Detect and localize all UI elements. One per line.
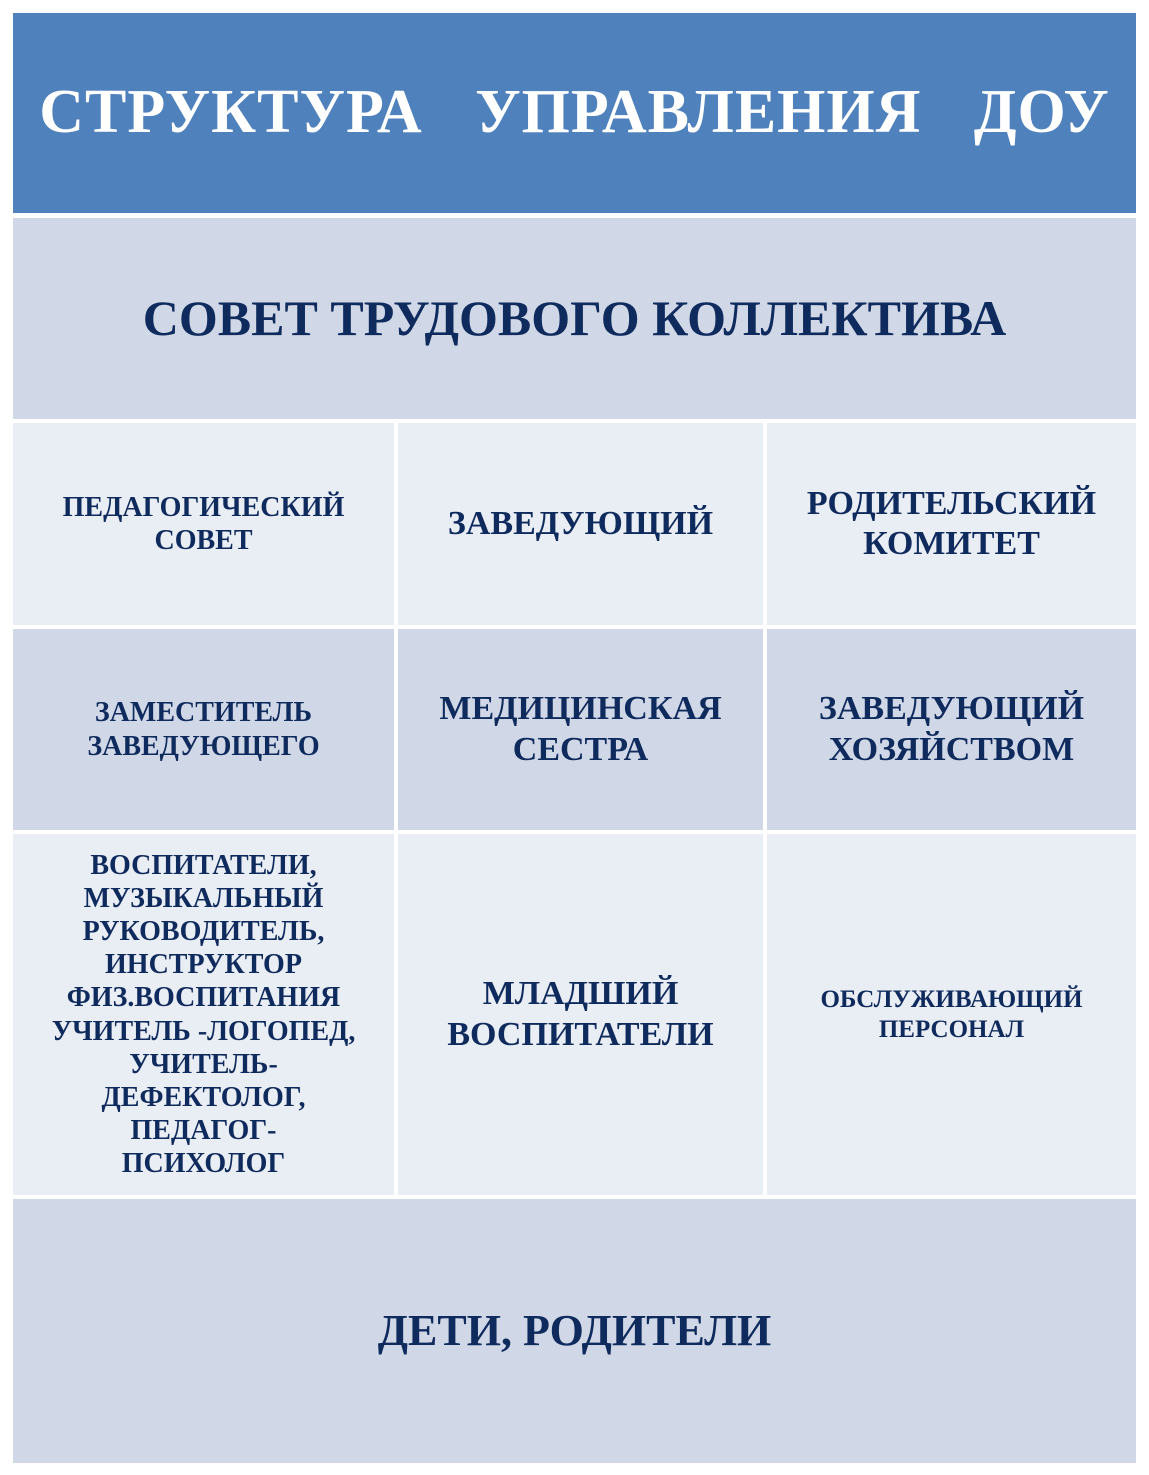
cell-teachers [13,834,394,1195]
cell-line: РУКОВОДИТЕЛЬ, [82,916,325,948]
council-row [13,218,1136,419]
cell-text [819,689,1084,769]
cell-text [52,849,356,1179]
cell-line: ИНСТРУКТОР [105,949,302,981]
cell-line: ЗАВЕДУЮЩЕГО [87,730,320,762]
cell-line: ДЕФЕКТОЛОГ, [101,1081,306,1113]
cell-line: МЕДИЦИНСКАЯ [439,690,722,728]
children-parents-label: ДЕТИ, РОДИТЕЛИ [377,1306,772,1356]
cell-line: КОМИТЕТ [863,525,1040,562]
cell-deputy-head [13,629,394,830]
council-label: СОВЕТ ТРУДОВОГО КОЛЛЕКТИВА [142,290,1007,346]
cell-junior-teachers [398,834,763,1195]
cell-line: СЕСТРА [512,730,649,768]
cell-service-staff [767,834,1136,1195]
cell-facilities-manager [767,629,1136,830]
page-title: СТРУКТУРА УПРАВЛЕНИЯ ДОУ [39,78,1110,147]
structure-table [13,13,1136,1463]
cell-line: ПСИХОЛОГ [121,1147,286,1179]
cell-line: УЧИТЕЛЬ- [129,1048,278,1080]
cell-line: МУЗЫКАЛЬНЫЙ [83,883,324,915]
cell-text [807,484,1096,564]
cell-line: ПЕДАГОГ- [130,1114,277,1146]
cell-pedagogical-council [13,423,394,625]
cell-text [439,689,721,769]
cell-line: ВОСПИТАТЕЛИ [447,1015,714,1053]
cell-line: ПЕДАГОГИЧЕСКИЙ [62,491,345,523]
cell-text [87,696,319,762]
children-parents-row [13,1199,1136,1463]
cell-text [447,974,713,1054]
cell-line: СОВЕТ [154,525,253,556]
cell-line: ЗАМЕСТИТЕЛЬ [94,697,313,729]
cell-line: ФИЗ.ВОСПИТАНИЯ [66,982,341,1014]
cell-line: ВОСПИТАТЕЛИ, [90,850,317,882]
cell-line: ПЕРСОНАЛ [878,1015,1025,1043]
cell-text [63,491,345,557]
cell-line: РОДИТЕЛЬСКИЙ [806,484,1097,522]
cell-line: ОБСЛУЖИВАЮЩИЙ [820,986,1083,1013]
cell-head [398,423,763,625]
cell-line: ЗАВЕДУЮЩИЙ [818,690,1085,728]
cell-line: ХОЗЯЙСТВОМ [828,730,1075,768]
cell-text [448,504,713,544]
cell-line: ЗАВЕДУЮЩИЙ [447,504,714,542]
cell-line: МЛАДШИЙ [482,975,679,1013]
cell-parent-committee [767,423,1136,625]
cell-nurse [398,629,763,830]
cell-line: УЧИТЕЛЬ -ЛОГОПЕД, [51,1015,356,1047]
cell-text [820,985,1082,1044]
title-header [13,13,1136,213]
